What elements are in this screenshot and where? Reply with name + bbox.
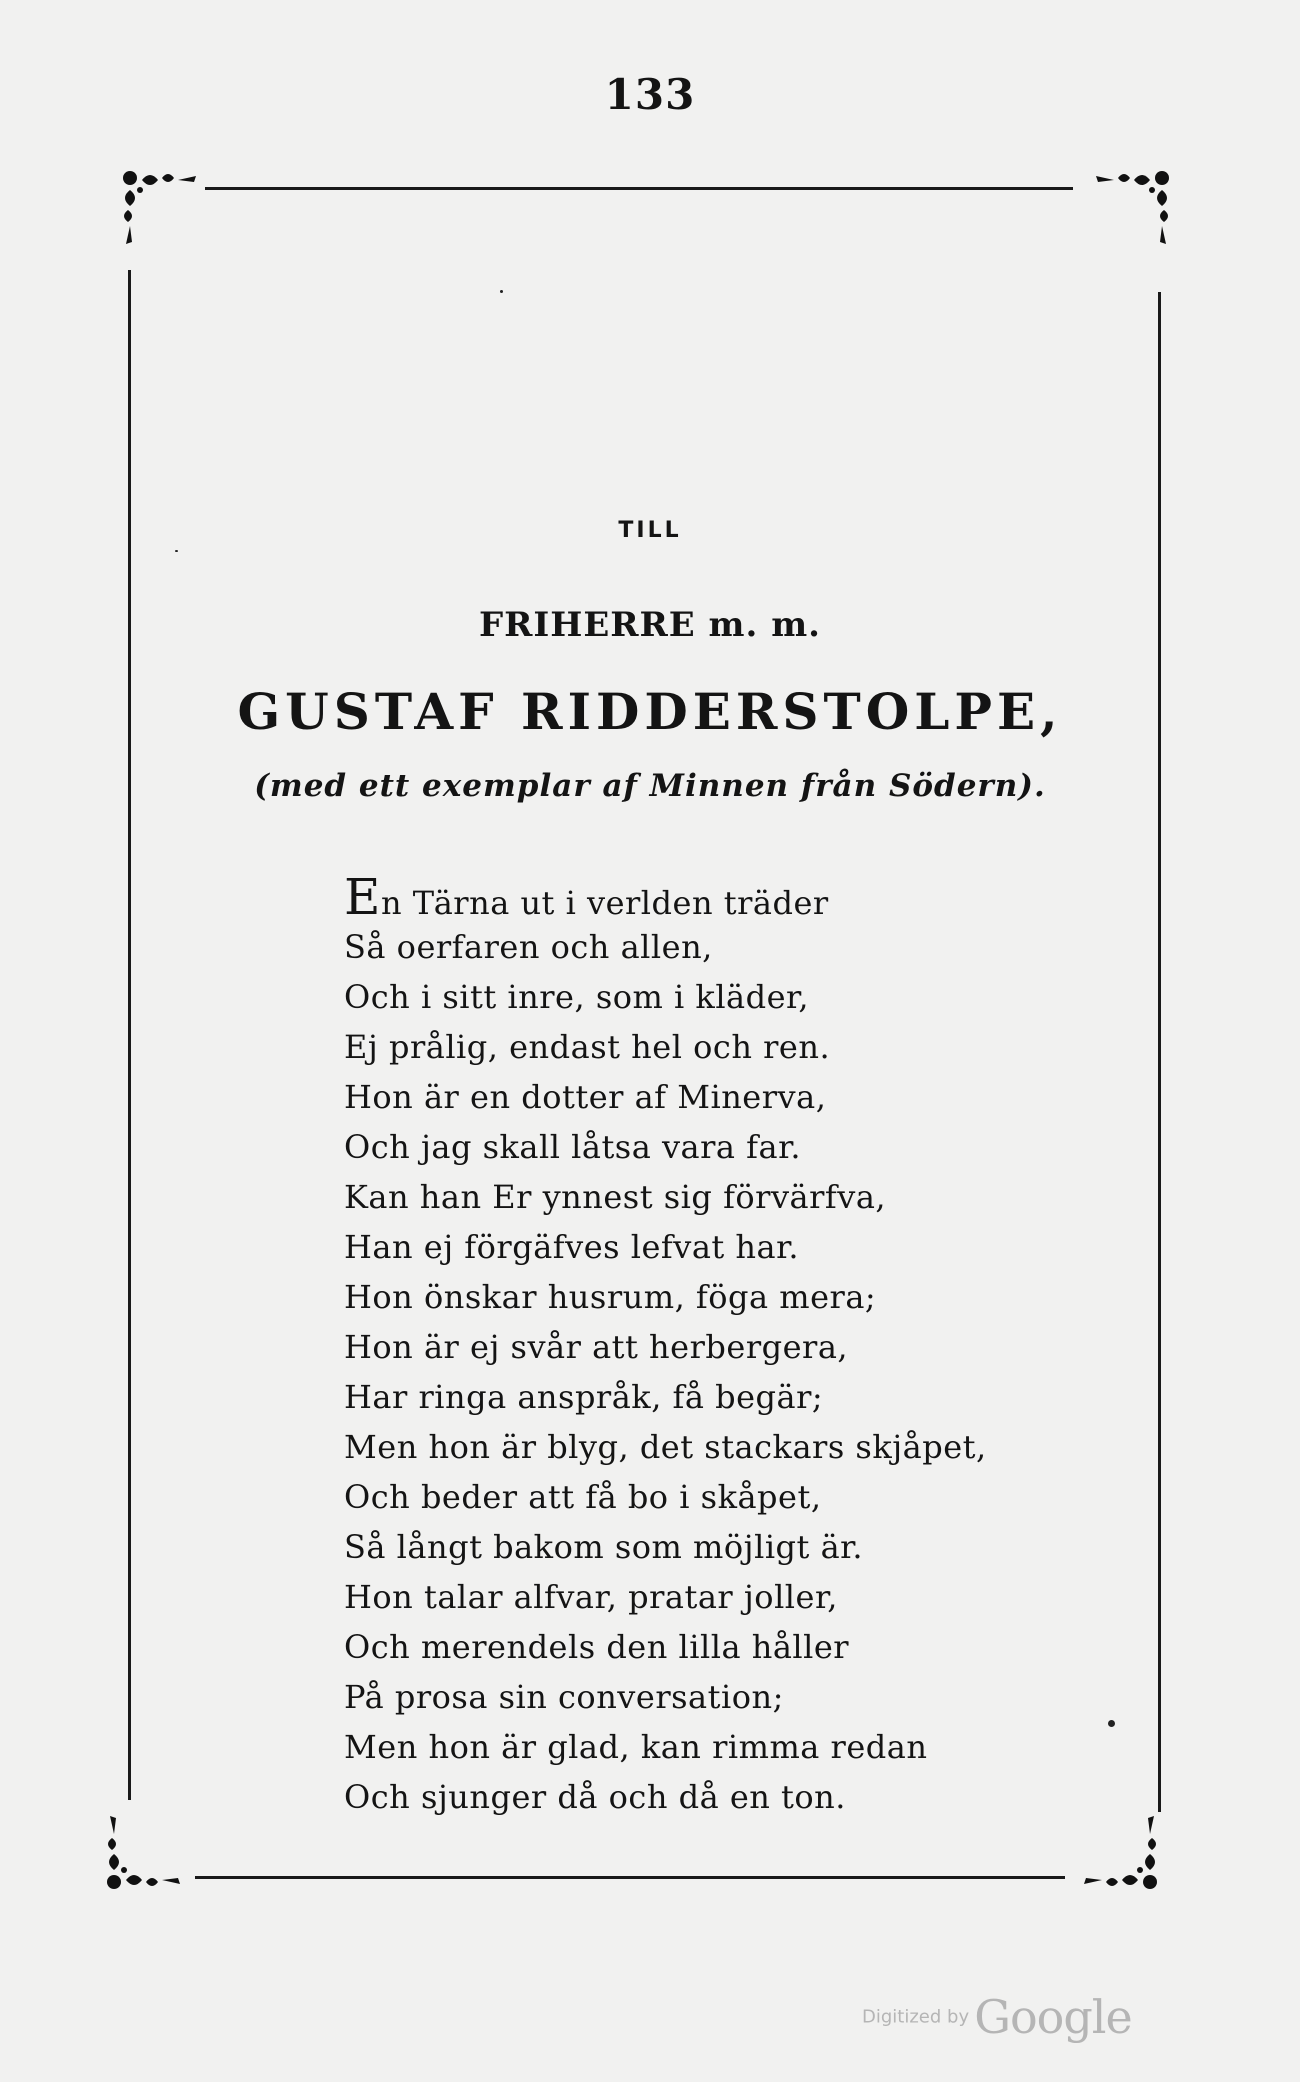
print-speck (1108, 1720, 1115, 1727)
page-number: 133 (604, 70, 696, 119)
poem-line (344, 868, 1064, 926)
poem-line: Och jag skall låtsa vara far. (344, 1128, 802, 1166)
poem-line: Kan han Er ynnest sig förvärfva, (344, 1178, 887, 1216)
floral-corner-icon (112, 160, 222, 270)
digitized-watermark (862, 1990, 1132, 2044)
poem-line: Hon talar alfvar, pratar joller, (344, 1578, 838, 1616)
dedication-name: GUSTAF RIDDERSTOLPE, (237, 682, 1063, 741)
poem-line: Har ringa anspråk, få begär; (344, 1378, 824, 1416)
poem-line: Men hon är glad, kan rimma redan (344, 1728, 928, 1766)
drop-cap: E (344, 868, 381, 926)
dedication-rank: FRIHERRE m. m. (478, 605, 822, 645)
watermark-brand: Google (974, 1990, 1132, 2044)
print-speck (500, 290, 503, 293)
watermark-prefix: Digitized by (862, 2006, 970, 2028)
poem-line: Så oerfaren och allen, (344, 928, 713, 966)
print-speck (175, 550, 178, 552)
floral-corner-icon (96, 1790, 206, 1900)
poem-line: Och beder att få bo i skåpet, (344, 1478, 822, 1516)
poem-line: Så långt bakom som möjligt är. (344, 1528, 864, 1566)
poem-line: Och i sitt inre, som i kläder, (344, 978, 809, 1016)
frame-left-rule (128, 270, 131, 1800)
poem-line: Hon är en dotter af Minerva, (344, 1078, 827, 1116)
poem-line: Hon är ej svår att herbergera, (344, 1328, 849, 1366)
poem-line: Hon önskar husrum, föga mera; (344, 1278, 877, 1316)
dedication-subtitle: (med ett exemplar af Minnen från Södern). (254, 768, 1046, 804)
poem-line: Och merendels den lilla håller (344, 1628, 850, 1666)
poem-line: Ej prålig, endast hel och ren. (344, 1028, 831, 1066)
dedication-till: TILL (618, 518, 682, 543)
poem-line: Och sjunger då och då en ton. (344, 1778, 846, 1816)
poem-line: På prosa sin conversation; (344, 1678, 784, 1716)
floral-corner-icon (1070, 160, 1180, 270)
frame-bottom-rule (195, 1876, 1065, 1879)
poem-line: Men hon är blyg, det stackars skjåpet, (344, 1428, 987, 1466)
poem-line: Han ej förgäfves lefvat har. (344, 1228, 800, 1266)
poem (344, 868, 1064, 1822)
poem-first-line-rest: n Tärna ut i verlden träder (381, 884, 829, 922)
frame-top-rule (205, 187, 1073, 190)
floral-corner-icon (1058, 1790, 1168, 1900)
